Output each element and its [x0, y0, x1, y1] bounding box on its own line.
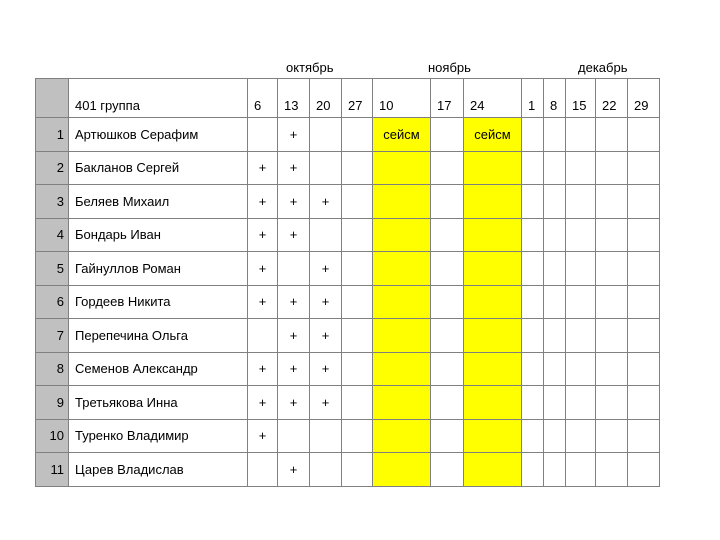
attendance-cell	[373, 218, 431, 252]
attendance-cell: +	[278, 118, 310, 152]
attendance-cell	[522, 386, 544, 420]
attendance-cell	[248, 319, 278, 353]
attendance-cell	[342, 118, 373, 152]
attendance-cell	[566, 252, 596, 286]
attendance-cell	[342, 352, 373, 386]
attendance-cell	[544, 185, 566, 219]
attendance-cell	[566, 386, 596, 420]
attendance-cell	[342, 185, 373, 219]
attendance-table	[35, 78, 660, 487]
attendance-cell	[464, 419, 522, 453]
attendance-cell: +	[248, 386, 278, 420]
attendance-cell: +	[248, 185, 278, 219]
date-header: 10	[373, 79, 431, 118]
attendance-cell	[628, 352, 660, 386]
attendance-cell	[373, 285, 431, 319]
table-row	[36, 453, 660, 487]
attendance-cell	[628, 185, 660, 219]
attendance-cell	[431, 118, 464, 152]
student-name: Третьякова Инна	[69, 386, 248, 420]
attendance-cell: +	[278, 453, 310, 487]
attendance-cell	[464, 352, 522, 386]
attendance-cell: +	[278, 386, 310, 420]
row-number: 10	[36, 419, 69, 453]
attendance-cell: +	[310, 352, 342, 386]
table-row	[36, 151, 660, 185]
attendance-cell	[544, 118, 566, 152]
attendance-cell	[628, 285, 660, 319]
student-name: Гайнуллов Роман	[69, 252, 248, 286]
attendance-cell	[431, 218, 464, 252]
attendance-cell	[522, 118, 544, 152]
table-row	[36, 386, 660, 420]
attendance-cell	[522, 319, 544, 353]
student-name: Гордеев Никита	[69, 285, 248, 319]
attendance-cell: +	[310, 185, 342, 219]
attendance-cell	[248, 453, 278, 487]
date-header: 1	[522, 79, 544, 118]
attendance-cell: +	[310, 386, 342, 420]
attendance-cell	[310, 118, 342, 152]
row-number: 3	[36, 185, 69, 219]
attendance-cell	[431, 151, 464, 185]
attendance-cell	[431, 419, 464, 453]
attendance-cell	[628, 118, 660, 152]
attendance-cell	[522, 252, 544, 286]
attendance-cell: +	[278, 218, 310, 252]
attendance-cell: +	[248, 252, 278, 286]
student-name: Артюшков Серафим	[69, 118, 248, 152]
attendance-cell	[566, 285, 596, 319]
attendance-cell	[628, 319, 660, 353]
attendance-cell	[544, 218, 566, 252]
attendance-cell	[544, 319, 566, 353]
attendance-cell	[248, 118, 278, 152]
student-name: Царев Владислав	[69, 453, 248, 487]
attendance-cell	[628, 419, 660, 453]
date-header: 24	[464, 79, 522, 118]
table-row	[36, 252, 660, 286]
row-number: 1	[36, 118, 69, 152]
month-december: декабрь	[578, 60, 628, 75]
row-number: 9	[36, 386, 69, 420]
attendance-cell	[596, 352, 628, 386]
attendance-cell	[342, 453, 373, 487]
attendance-cell	[544, 151, 566, 185]
attendance-cell: +	[248, 151, 278, 185]
attendance-cell	[310, 151, 342, 185]
attendance-cell	[373, 419, 431, 453]
attendance-cell	[464, 218, 522, 252]
attendance-cell	[310, 218, 342, 252]
table-header-row	[36, 79, 660, 118]
attendance-cell: +	[278, 185, 310, 219]
attendance-cell	[342, 252, 373, 286]
date-header: 27	[342, 79, 373, 118]
attendance-cell	[373, 386, 431, 420]
attendance-cell	[596, 151, 628, 185]
attendance-cell	[628, 252, 660, 286]
attendance-cell	[566, 352, 596, 386]
attendance-cell: +	[248, 218, 278, 252]
table-row	[36, 419, 660, 453]
student-name: Беляев Михаил	[69, 185, 248, 219]
attendance-cell	[310, 453, 342, 487]
table-row	[36, 218, 660, 252]
attendance-cell: +	[278, 319, 310, 353]
attendance-cell	[373, 151, 431, 185]
student-name: Семенов Александр	[69, 352, 248, 386]
attendance-cell	[431, 185, 464, 219]
attendance-cell	[544, 419, 566, 453]
date-header: 15	[566, 79, 596, 118]
attendance-cell	[596, 453, 628, 487]
table-row	[36, 352, 660, 386]
month-november: ноябрь	[428, 60, 471, 75]
attendance-cell	[342, 319, 373, 353]
date-header: 8	[544, 79, 566, 118]
attendance-cell	[566, 185, 596, 219]
attendance-cell: сейсм	[464, 118, 522, 152]
attendance-cell: +	[248, 285, 278, 319]
attendance-cell	[373, 352, 431, 386]
attendance-cell	[596, 285, 628, 319]
attendance-cell	[522, 419, 544, 453]
attendance-cell	[342, 285, 373, 319]
attendance-cell	[522, 352, 544, 386]
attendance-cell	[278, 252, 310, 286]
table-row	[36, 319, 660, 353]
attendance-cell	[373, 453, 431, 487]
attendance-cell: сейсм	[373, 118, 431, 152]
row-number: 7	[36, 319, 69, 353]
attendance-cell	[373, 252, 431, 286]
attendance-cell	[431, 319, 464, 353]
attendance-cell	[522, 453, 544, 487]
row-number: 6	[36, 285, 69, 319]
attendance-cell	[431, 386, 464, 420]
student-name: Бондарь Иван	[69, 218, 248, 252]
attendance-cell: +	[278, 285, 310, 319]
attendance-cell	[628, 386, 660, 420]
attendance-cell	[431, 252, 464, 286]
attendance-cell	[596, 319, 628, 353]
row-number: 5	[36, 252, 69, 286]
attendance-cell	[310, 419, 342, 453]
attendance-cell: +	[248, 419, 278, 453]
attendance-cell	[628, 218, 660, 252]
attendance-cell: +	[310, 252, 342, 286]
date-header: 6	[248, 79, 278, 118]
attendance-cell: +	[278, 352, 310, 386]
attendance-cell	[342, 151, 373, 185]
attendance-cell	[522, 185, 544, 219]
date-header: 17	[431, 79, 464, 118]
table-row	[36, 285, 660, 319]
attendance-cell	[596, 218, 628, 252]
attendance-cell	[522, 285, 544, 319]
row-number: 4	[36, 218, 69, 252]
attendance-cell	[464, 185, 522, 219]
attendance-cell	[596, 185, 628, 219]
student-name: Перепечина Ольга	[69, 319, 248, 353]
attendance-cell	[464, 151, 522, 185]
month-october: октябрь	[286, 60, 334, 75]
attendance-cell	[596, 252, 628, 286]
attendance-cell	[464, 453, 522, 487]
attendance-cell	[373, 319, 431, 353]
group-label: 401 группа	[69, 79, 248, 118]
date-header: 22	[596, 79, 628, 118]
attendance-cell	[278, 419, 310, 453]
attendance-cell	[373, 185, 431, 219]
month-header-row	[0, 60, 720, 76]
attendance-cell	[522, 218, 544, 252]
attendance-cell	[596, 386, 628, 420]
attendance-cell	[566, 453, 596, 487]
attendance-cell	[464, 319, 522, 353]
attendance-cell	[464, 285, 522, 319]
attendance-cell	[464, 252, 522, 286]
attendance-cell: +	[248, 352, 278, 386]
date-header: 29	[628, 79, 660, 118]
attendance-cell	[342, 419, 373, 453]
attendance-cell	[566, 419, 596, 453]
row-number: 2	[36, 151, 69, 185]
attendance-cell	[544, 453, 566, 487]
table-row	[36, 185, 660, 219]
header-corner-cell	[36, 79, 69, 118]
attendance-cell	[566, 118, 596, 152]
attendance-cell	[431, 285, 464, 319]
attendance-cell	[628, 151, 660, 185]
attendance-cell	[544, 285, 566, 319]
attendance-cell	[544, 386, 566, 420]
attendance-cell	[544, 252, 566, 286]
attendance-cell	[431, 352, 464, 386]
attendance-cell	[566, 151, 596, 185]
row-number: 11	[36, 453, 69, 487]
attendance-cell: +	[310, 319, 342, 353]
date-header: 13	[278, 79, 310, 118]
attendance-cell	[431, 453, 464, 487]
attendance-cell	[596, 118, 628, 152]
student-name: Бакланов Сергей	[69, 151, 248, 185]
date-header: 20	[310, 79, 342, 118]
attendance-cell	[544, 352, 566, 386]
attendance-cell	[566, 218, 596, 252]
table-row	[36, 118, 660, 152]
student-name: Туренко Владимир	[69, 419, 248, 453]
attendance-cell	[566, 319, 596, 353]
attendance-cell	[464, 386, 522, 420]
attendance-cell	[342, 386, 373, 420]
attendance-cell	[628, 453, 660, 487]
attendance-cell	[342, 218, 373, 252]
attendance-cell	[522, 151, 544, 185]
row-number: 8	[36, 352, 69, 386]
attendance-cell: +	[310, 285, 342, 319]
attendance-cell	[596, 419, 628, 453]
attendance-cell: +	[278, 151, 310, 185]
